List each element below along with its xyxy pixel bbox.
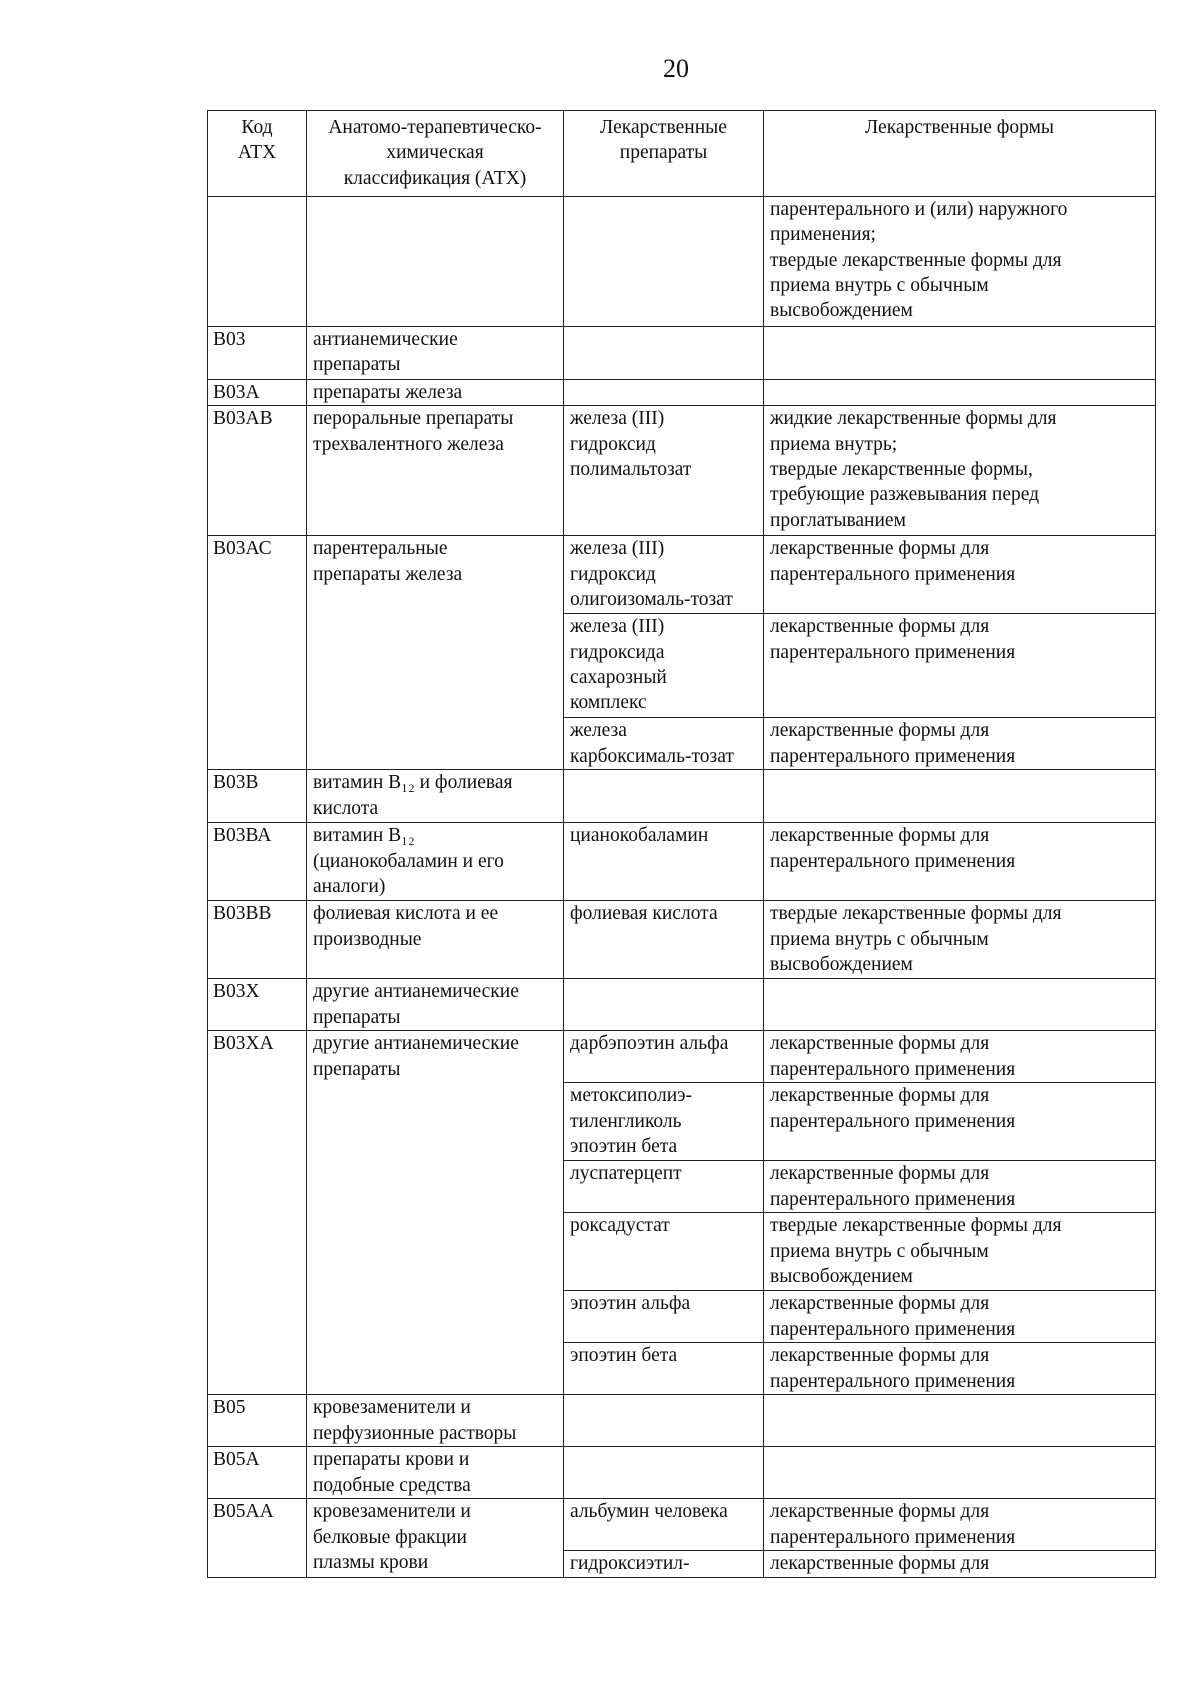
code-cell: В03ХА [208, 1031, 307, 1395]
atc-table [207, 110, 1156, 1578]
classification-cell: другие антианемические препараты [307, 979, 564, 1031]
form-cell: лекарственные формы для [764, 1551, 1156, 1577]
header-classification: Анатомо-терапевтическо- химическая классификация (АТХ) [307, 111, 564, 197]
form-cell: лекарственные формы для парентерального применения [764, 1031, 1156, 1083]
classification-cell: препараты железа [307, 380, 564, 406]
table-row [208, 823, 1156, 901]
table-row [208, 536, 1156, 614]
code-cell: В03 [208, 327, 307, 380]
drug-cell: железа (III) гидроксид олигоизомаль-тозат [564, 536, 764, 614]
code-cell: В05 [208, 1395, 307, 1447]
form-cell: лекарственные формы для парентерального применения [764, 536, 1156, 614]
code-cell: В03В [208, 770, 307, 823]
form-cell: лекарственные формы для парентерального применения [764, 718, 1156, 770]
table-row [208, 979, 1156, 1031]
form-cell [764, 770, 1156, 823]
drug-cell [564, 197, 764, 327]
table-row [208, 1499, 1156, 1551]
classification-cell: кровезаменители и перфузионные растворы [307, 1395, 564, 1447]
classification-cell [307, 197, 564, 327]
table-row [208, 901, 1156, 979]
drug-cell [564, 1395, 764, 1447]
code-cell: В05АА [208, 1499, 307, 1577]
drug-cell [564, 770, 764, 823]
drug-cell: эпоэтин альфа [564, 1291, 764, 1343]
drug-cell [564, 979, 764, 1031]
form-cell: лекарственные формы для парентерального применения [764, 1291, 1156, 1343]
classification-cell: пероральные препараты трехвалентного железа [307, 406, 564, 536]
classification-cell: витамин В₁₂ (цианокобаламин и его аналоги) [307, 823, 564, 901]
code-cell: В03Х [208, 979, 307, 1031]
header-forms: Лекарственные формы [764, 111, 1156, 197]
form-cell: лекарственные формы для парентерального применения [764, 823, 1156, 901]
form-cell [764, 1447, 1156, 1499]
form-cell [764, 327, 1156, 380]
form-cell [764, 1395, 1156, 1447]
classification-cell: другие антианемические препараты [307, 1031, 564, 1395]
form-cell: парентерального и (или) наружного применения; твердые лекарственные формы для приема внутрь с обычным высвобождением [764, 197, 1156, 327]
code-cell: В03ВВ [208, 901, 307, 979]
drug-cell: цианокобаламин [564, 823, 764, 901]
form-cell: твердые лекарственные формы для приема внутрь с обычным высвобождением [764, 1213, 1156, 1291]
table-row [208, 1447, 1156, 1499]
classification-cell: кровезаменители и белковые фракции плазмы крови [307, 1499, 564, 1577]
drug-cell: железа (III) гидроксида сахарозный комплекс [564, 614, 764, 718]
code-cell: В03АС [208, 536, 307, 770]
drug-cell: железа карбоксималь-тозат [564, 718, 764, 770]
form-cell: лекарственные формы для парентерального применения [764, 1161, 1156, 1213]
form-cell: лекарственные формы для парентерального применения [764, 1083, 1156, 1161]
drug-cell: луспатерцепт [564, 1161, 764, 1213]
drug-cell [564, 380, 764, 406]
header-drugs: Лекарственные препараты [564, 111, 764, 197]
classification-cell: парентеральные препараты железа [307, 536, 564, 770]
page-number: 20 [663, 54, 689, 83]
drug-cell: гидроксиэтил- [564, 1551, 764, 1577]
table-row [208, 1395, 1156, 1447]
table-row [208, 770, 1156, 823]
code-cell: В05А [208, 1447, 307, 1499]
header-row [208, 111, 1156, 197]
drug-cell: альбумин человека [564, 1499, 764, 1551]
classification-cell: витамин В₁₂ и фолиевая кислота [307, 770, 564, 823]
drug-cell: дарбэпоэтин альфа [564, 1031, 764, 1083]
classification-cell: антианемические препараты [307, 327, 564, 380]
code-cell: В03ВА [208, 823, 307, 901]
drug-cell: фолиевая кислота [564, 901, 764, 979]
header-code: Код АТХ [208, 111, 307, 197]
classification-cell: фолиевая кислота и ее производные [307, 901, 564, 979]
code-cell: В03А [208, 380, 307, 406]
table-row [208, 327, 1156, 380]
drug-cell: метоксиполиэ- тиленгликоль эпоэтин бета [564, 1083, 764, 1161]
form-cell: лекарственные формы для парентерального применения [764, 614, 1156, 718]
form-cell: твердые лекарственные формы для приема внутрь с обычным высвобождением [764, 901, 1156, 979]
classification-cell: препараты крови и подобные средства [307, 1447, 564, 1499]
drug-cell [564, 327, 764, 380]
form-cell [764, 979, 1156, 1031]
table-row [208, 197, 1156, 327]
table-row [208, 406, 1156, 536]
table-row [208, 380, 1156, 406]
code-cell: В03АВ [208, 406, 307, 536]
drug-cell [564, 1447, 764, 1499]
drug-cell: роксадустат [564, 1213, 764, 1291]
form-cell: лекарственные формы для парентерального применения [764, 1343, 1156, 1395]
drug-cell: железа (III) гидроксид полимальтозат [564, 406, 764, 536]
form-cell: лекарственные формы для парентерального применения [764, 1499, 1156, 1551]
table-row [208, 1031, 1156, 1083]
form-cell: жидкие лекарственные формы для приема внутрь; твердые лекарственные формы, требующие разжевывания перед проглатыванием [764, 406, 1156, 536]
drug-cell: эпоэтин бета [564, 1343, 764, 1395]
form-cell [764, 380, 1156, 406]
code-cell [208, 197, 307, 327]
